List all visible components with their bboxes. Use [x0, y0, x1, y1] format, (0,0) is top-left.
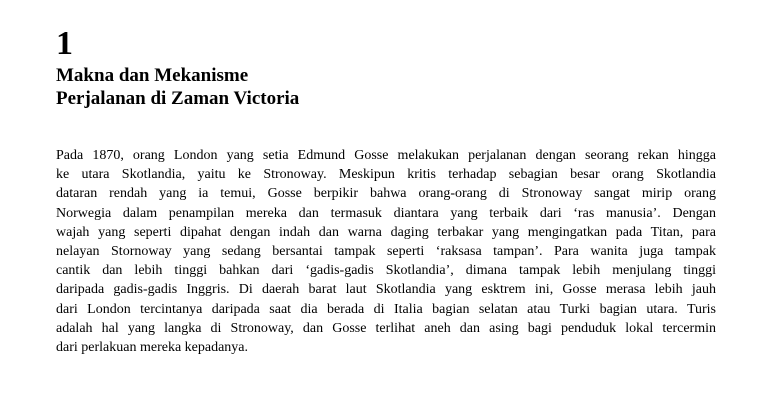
paragraph-line: adalah hal yang langka di Stronoway, dan Gosse terlihat aneh dan asing bagi penduduk lokal tercermin: [56, 320, 716, 336]
paragraph-line: nelayan Stornoway yang sedang bersantai tampak seperti ‘raksasa tampan’. Para wanita juga tampak: [56, 244, 716, 260]
paragraph-line: dari perlakuan mereka kepadanya.: [56, 340, 249, 356]
chapter-number: 1: [56, 25, 73, 62]
paragraph-line: Pada 1870, orang London yang setia Edmund Gosse melakukan perjalanan dengan seorang rekan hingga: [56, 148, 716, 163]
paragraph-line: dari London tercintanya daripada saat dia berada di Italia bagian selatan atau Turki bagian utara. Turis: [56, 301, 716, 317]
paragraph-line: Norwegia dalam penampilan mereka dan termasuk diantara yang terbaik dari ‘ras manusia’. Dengan: [56, 205, 716, 221]
body-paragraph: [56, 146, 716, 357]
paragraph-line: cantik dan lebih tinggi bahkan dari ‘gadis-gadis Skotlandia’, dimana tampak lebih menjulang tinggi: [56, 263, 716, 279]
paragraph-line: wajah yang seperti dipahat dengan indah dan warna daging terbakar yang mengingatkan pada Titan, para: [56, 224, 716, 240]
chapter-title-line: Perjalanan di Zaman Victoria: [56, 88, 300, 109]
chapter-title-line: Makna dan Mekanisme: [56, 65, 249, 86]
chapter-title: [56, 64, 299, 110]
paragraph-line: dataran rendah yang ia temui, Gosse berpikir bahwa orang-orang di Stronoway sangat mirip orang: [56, 186, 716, 202]
paragraph-line: ke utara Skotlandia, yaitu ke Stronoway. Meskipun kritis terhadap sebagian besar orang Skotlandia: [56, 167, 716, 183]
paragraph-line: daripada gadis-gadis Inggris. Di daerah barat laut Skotlandia yang esktrem ini, Gosse merasa lebih jauh: [56, 282, 716, 298]
